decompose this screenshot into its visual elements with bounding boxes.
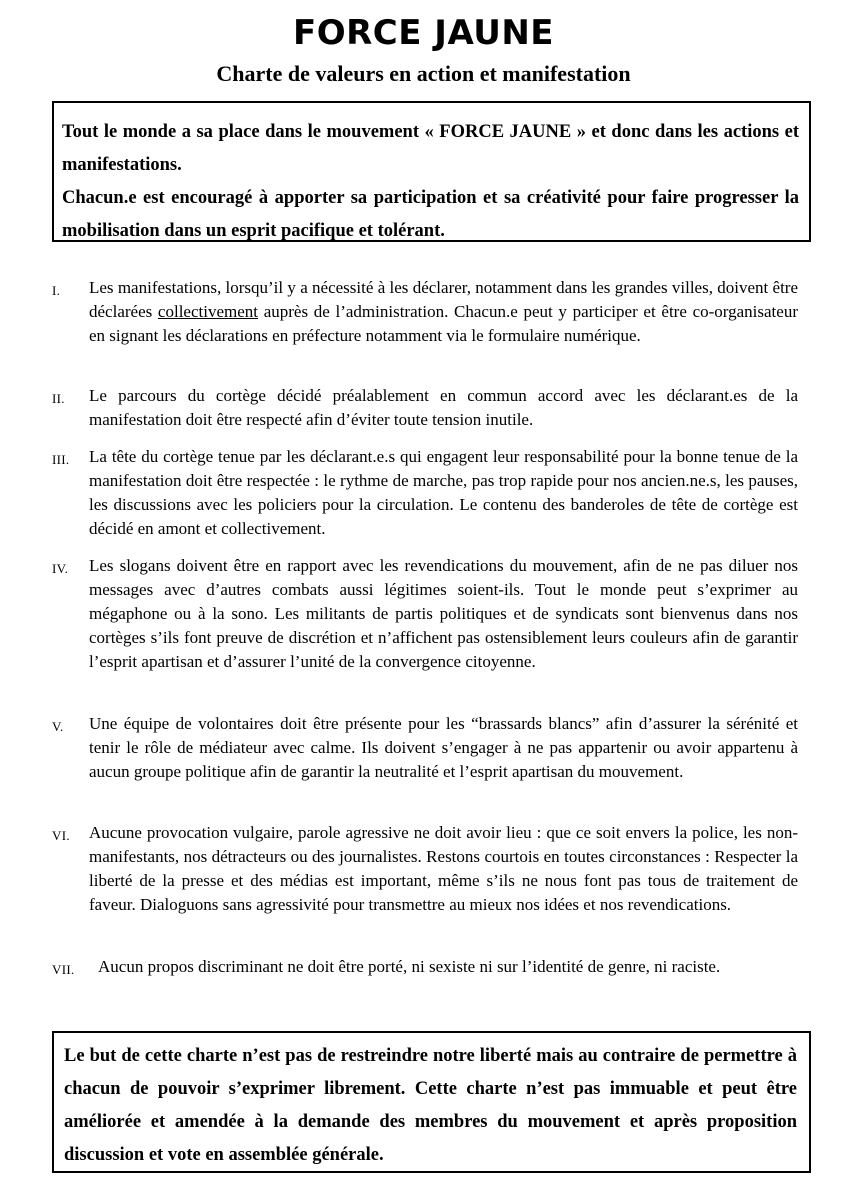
document-title: FORCE JAUNE xyxy=(292,13,555,53)
outro-box xyxy=(52,1031,811,1173)
article-text: Le parcours du cortège décidé préalablement en commun accord avec les déclarant.es de la manifestation doit être respecté afin d’éviter toute tension inutile. xyxy=(89,386,798,429)
article-text-part: Les manifestations, lorsqu’il y a nécessité à les déclarer, notamment dans les grandes villes, doivent être déclarées xyxy=(89,278,798,321)
article-numeral: I. xyxy=(52,283,61,298)
article-text: Aucune provocation vulgaire, parole agressive ne doit avoir lieu : que ce soit envers la police, les non-manifestants, nos détracteurs ou des journalistes. Restons courtois en toutes circonstances : Respecter la liberté de la presse et des médias est important, même s’ils ne nous font pas tous de traitement de faveur. Dialoguons sans agressivité pour transmettre au mieux nos idées et nos revendications. xyxy=(89,823,798,914)
document-subtitle: Charte de valeurs en action et manifestation xyxy=(216,61,631,86)
article-numeral: VI. xyxy=(52,828,70,843)
article-text: Une équipe de volontaires doit être présente pour les “brassards blancs” afin d’assurer la sérénité et tenir le rôle de médiateur avec calme. Ils doivent s’engager à ne pas appartenir ou avoir appartenu à aucun groupe politique afin de garantir la neutralité et l’esprit apartisan du mouvement. xyxy=(89,714,798,781)
article-text-part: auprès de l’administration. Chacun.e peut y participer et être co-organisateur en signant les déclarations en préfecture notamment via le formulaire numérique. xyxy=(89,302,798,345)
article-text: Aucun propos discriminant ne doit être porté, ni sexiste ni sur l’identité de genre, ni raciste. xyxy=(98,957,721,976)
article-numeral: III. xyxy=(52,452,70,467)
intro-box xyxy=(52,101,811,242)
intro-paragraph-1: Tout le monde a sa place dans le mouvement « FORCE JAUNE » et donc dans les actions et manifestations. xyxy=(62,122,799,175)
underlined-word: collectivement xyxy=(157,302,258,321)
article-numeral: VII. xyxy=(52,962,75,977)
article-numeral: IV. xyxy=(52,561,69,576)
article-numeral: V. xyxy=(52,719,64,734)
article-text: La tête du cortège tenue par les déclarant.e.s qui engagent leur responsabilité pour la bonne tenue de la manifestation doit être respectée : le rythme de marche, pas trop rapide pour nos ancien.ne.s, les pauses, les discussions avec les policiers pour la circulation. Le contenu des banderoles de tête de cortège est décidé en amont et collectivement. xyxy=(89,447,798,538)
article-text xyxy=(89,276,798,348)
article-numeral: II. xyxy=(52,391,65,406)
outro-paragraph: Le but de cette charte n’est pas de restreindre notre liberté mais au contraire de permettre à chacun de pouvoir s’exprimer librement. Cette charte n’est pas immuable et peut être améliorée et amendée à la demande des membres du mouvement et après proposition discussion et vote en assemblée générale. xyxy=(64,1046,797,1165)
intro-paragraph-2: Chacun.e est encouragé à apporter sa participation et sa créativité pour faire progresser la mobilisation dans un esprit pacifique et tolérant. xyxy=(62,188,799,241)
article-text: Les slogans doivent être en rapport avec les revendications du mouvement, afin de ne pas diluer nos messages avec d’autres combats aussi légitimes soient-ils. Tout le monde peut s’exprimer au mégaphone ou à la sono. Les militants de partis politiques et de syndicats sont bienvenus dans nos cortèges s’ils font preuve de discrétion et n’affichent pas ostensiblement leurs couleurs afin de garantir l’esprit apartisan et d’assurer l’unité de la convergence citoyenne. xyxy=(89,556,798,671)
